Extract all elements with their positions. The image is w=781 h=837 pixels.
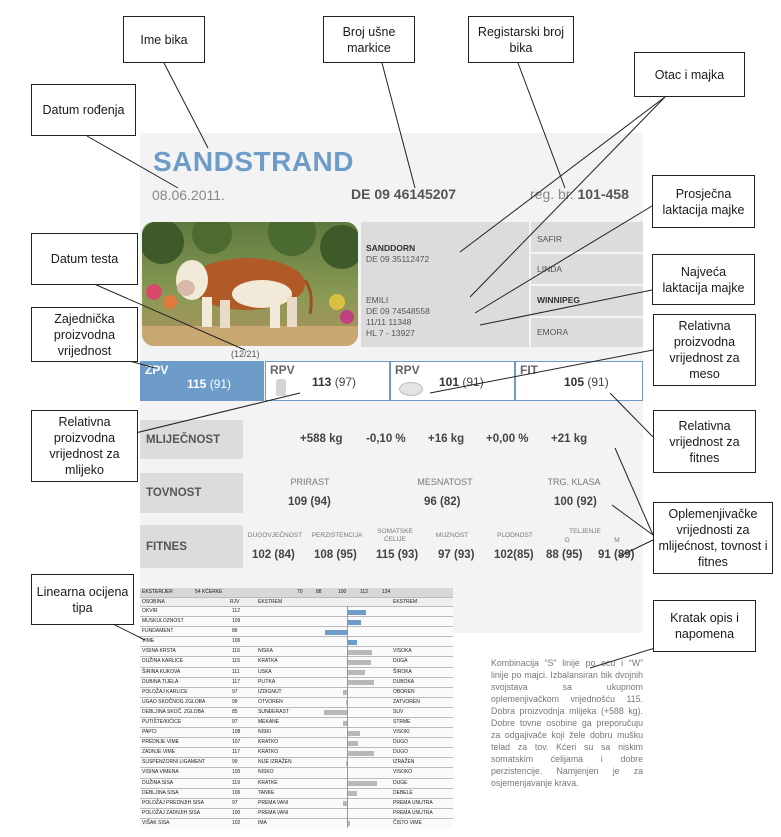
milk-value: +21 kg [551,433,588,445]
linear-extreme-low: NISKI [258,729,272,736]
callout-ear-tag: Broj ušne markice [323,16,415,63]
linear-scale-tick: 124 [382,589,391,595]
linear-trait: PAPCI [142,729,157,736]
linear-value: 119 [232,779,240,786]
callout-dam-max-lactation: Najveća laktacija majke [652,254,755,305]
callout-linear-type: Linearna ocijena tipa [31,574,134,625]
linear-extreme-low: USKA [258,668,272,675]
dam-name: EMILI [366,295,389,305]
linear-extreme-high: IZRAŽEN [393,759,415,766]
linear-value: 97 [232,688,238,695]
linear-trait: ZADNJE VIME [142,749,176,756]
beef-header: PRIRAST [290,477,330,487]
linear-extreme-high: ČISTO VIME [393,819,422,826]
callout-rpv-meat: Relativna proizvodna vrijednost za meso [653,314,756,386]
linear-trait: OKVIR [142,608,158,614]
linear-header: RJV [230,599,240,605]
linear-value: 117 [232,678,240,685]
registration-number: reg. br. 101-458 [530,186,629,202]
linear-value: 107 [232,739,241,746]
linear-trait: POLOŽAJ KARLICE [142,688,188,695]
linear-value: 106 [232,789,241,796]
linear-value: 116 [232,648,240,655]
linear-trait: PREDNJE VIME [142,739,179,746]
linear-extreme-low: TANKE [258,789,275,796]
dam-lactation-average: 11/11 11348 [366,317,412,327]
fitness-value: 97 (93) [438,549,475,561]
fitness-subheader: O [564,537,570,544]
linear-extreme-low: PREMA VANI [258,809,289,816]
beef-value: 100 (92) [554,496,597,508]
rpv-meat-label: RPV [395,363,420,377]
linear-extreme-high: VISOKI [393,729,410,736]
sire-id: DE 09 35112472 [366,254,430,264]
linear-trait: PUTIŠTE/KIĆICE [142,719,182,725]
linear-extreme-high: ŠIROKA [393,668,412,675]
linear-extreme-high: SUV [393,708,404,715]
linear-extreme-high: DUGO [393,739,408,746]
linear-trait: VIŠAK SISA [142,819,170,826]
zpv-label: ZPV [145,363,169,377]
dam-dam: EMORA [537,327,569,337]
beef-value: 109 (94) [288,496,331,508]
callout-description: Kratak opis i napomena [653,600,756,652]
linear-trait: DEBLJINA SISA [142,789,179,796]
linear-extreme-low: NISKO [258,769,274,776]
linear-value: 100 [232,809,241,816]
linear-trait: DEBLJINA SKOČ. ZGLOBA [142,708,205,715]
linear-extreme-low: KRATKO [258,749,279,756]
callout-birth-date: Datum rođenja [31,84,136,136]
linear-extreme-high: DEBELE [393,789,413,796]
linear-extreme-high: STRME [393,719,411,725]
milk-value: +0,00 % [486,433,529,445]
callout-parents: Otac i majka [634,52,745,97]
milk-value: -0,10 % [366,433,406,445]
linear-count: 54 KĆERKE [195,589,223,595]
linear-header: OSOBINA [142,599,165,605]
linear-extreme-high: DUGA [393,658,408,665]
linear-value: 112 [232,608,240,614]
linear-value: 85 [232,708,238,715]
linear-value: 106 [232,638,241,645]
fit-label: FIT [520,363,538,377]
linear-extreme-low: KRATKO [258,739,279,746]
linear-extreme-low: SUNĐERAST [258,708,289,715]
dam-lactation-max: HL 7 - 13927 [366,328,415,338]
birth-date: 08.06.2011. [152,187,225,203]
linear-value: 99 [232,759,238,766]
linear-value: 97 [232,799,238,806]
zpv-value: 115 (91) [187,377,232,391]
fitness-subheader: M [614,537,620,544]
callout-fitness-value: Relativna vrijednost za fitnes [653,410,756,473]
linear-title: EKSTERIJER [142,589,173,595]
fitness-header: PLODNOST [497,532,533,539]
linear-extreme-low: NIJE IZRAŽEN [258,759,292,766]
linear-value: 109 [232,618,241,625]
callout-test-date: Datum testa [31,233,138,285]
linear-trait: POLOŽAJ PREDNJIH SISA [142,799,204,806]
rpv-meat-value: 101 (91) [439,375,484,389]
fitness-header: DUGOVJEČNOST [247,532,303,539]
beef-header: TRG. KLASA [547,477,601,487]
milk-value: +16 kg [428,433,465,445]
beef-label: TOVNOST [140,473,243,513]
linear-trait: SUSPENZORNI LIGAMENT [142,759,206,766]
fit-value: 105 (91) [564,375,609,389]
fitness-value: 88 (95) [546,549,583,561]
fitness-value: 91 (89) [598,549,635,561]
fitness-header: TELJENJE [569,528,601,535]
linear-trait: DUBINA TIJELA [142,678,179,685]
sire-name: SANDDORN [366,243,416,253]
linear-extreme-high: VISOKA [393,648,412,655]
linear-extreme-low: IMA [258,819,267,826]
callout-dam-avg-lactation: Prosječna laktacija majke [652,175,755,228]
linear-trait: UGAO SKOČNOG ZGLOBA [142,698,206,705]
milk-value: +588 kg [300,433,343,445]
test-date: (12/21) [231,349,260,359]
linear-scale-tick: 112 [360,589,368,595]
linear-header: EKSTREM [393,599,418,605]
linear-trait: DUŽINA KARLICE [142,658,184,665]
rpv-milk-value: 113 (97) [312,375,357,389]
linear-value: 115 [232,658,240,665]
fitness-value: 115 (93) [376,549,419,561]
linear-trait: VISINA KRSTA [142,648,176,655]
linear-extreme-low: OTVOREN [258,698,283,705]
ear-tag-number: DE 09 46145207 [351,186,457,202]
sire-dam: LINDA [537,264,563,274]
fitness-header: MUZNOST [435,532,469,539]
linear-value: 102 [232,819,241,826]
linear-value: 100 [232,769,241,776]
description-text: Kombinacija “S” linije po ocu i “W” linije po majci. Izbalansiran bik dvojnih svojstava sa ukupnom oplemenjivačkom vrijednošću 115. Dobra proizvodnja mlijeka (+588 kg). Dobre tovne osobine ga preporučuju za odgajivače koji žele dobru mušku telad za tov. Kćeri su sa niskim somatskim ćelijama i dobre perzistencije. Namjenjen je za osjemenjavanje krava. [491,658,643,788]
linear-trait: ŠIRINA KUKOVA [142,668,181,675]
linear-trait: VISINA VIMENA [142,769,179,776]
linear-trait: POLOŽAJ ZADNJIH SISA [142,809,201,816]
linear-extreme-high: DUGE [393,779,408,786]
milk-label: MLIJEČNOST [140,420,243,459]
callout-breeding-values: Oplemenjivačke vrijednosti za mlijećnost, tovnost i fitnes [653,502,773,574]
linear-extreme-low: NISKA [258,648,274,655]
callout-zpv: Zajednička proizvodna vrijednost [31,307,138,362]
linear-extreme-high: PREMA UNUTRA [393,809,433,816]
linear-trait: MUSKULOZNOST [142,618,184,625]
callout-bull-name: Ime bika [123,16,205,63]
linear-extreme-low: PREMA VANI [258,799,289,806]
fitness-header: PERZISTENCIJA [311,532,363,539]
linear-scale-tick: 100 [338,589,347,595]
linear-extreme-high: OBOREN [393,688,415,695]
beef-header: MESNATOST [417,477,473,487]
linear-extreme-low: KRATKA [258,658,278,665]
linear-scale-tick: 88 [316,589,322,595]
rpv-milk-label: RPV [270,363,295,377]
fitness-label: FITNES [140,525,243,568]
callout-registration: Registarski broj bika [468,16,574,63]
fitness-value: 102 (84) [252,549,295,561]
linear-value: 117 [232,749,240,756]
linear-extreme-high: ZATVOREN [393,698,420,705]
linear-extreme-low: IZDIGNUT [258,688,282,695]
fitness-value: 102(85) [494,549,534,561]
dam-id: DE 09 74548558 [366,306,430,316]
beef-value: 96 (82) [424,496,461,508]
linear-value: 86 [232,628,238,635]
linear-header: EKSTREM [258,599,283,605]
linear-trait: VIME [142,638,155,645]
bull-name: SANDSTRAND [153,146,354,177]
linear-value: 108 [232,729,241,736]
linear-trait: FUNDAMENT [142,628,174,635]
linear-value: 97 [232,719,238,725]
linear-extreme-high: PREMA UNUTRA [393,799,433,806]
linear-extreme-high: DUGO [393,749,408,756]
linear-extreme-low: PLITKA [258,678,276,685]
sire-sire: SAFIR [537,234,563,244]
linear-value: 99 [232,698,238,705]
linear-extreme-low: MEKANE [258,719,280,725]
fitness-header: SOMATSKE ĆELIJE [377,528,413,543]
linear-trait: DUŽINA SISA [142,779,174,786]
linear-value: 111 [232,668,240,675]
callout-rpv-milk: Relativna proizvodna vrijednost za mlijeko [31,410,138,482]
linear-extreme-low: KRATKE [258,779,278,786]
fitness-value: 108 (95) [314,549,357,561]
linear-scale-tick: 70 [297,589,303,595]
linear-extreme-high: VISOKO [393,769,413,776]
linear-extreme-high: DUBOKA [393,678,415,685]
dam-sire: WINNIPEG [537,295,580,305]
